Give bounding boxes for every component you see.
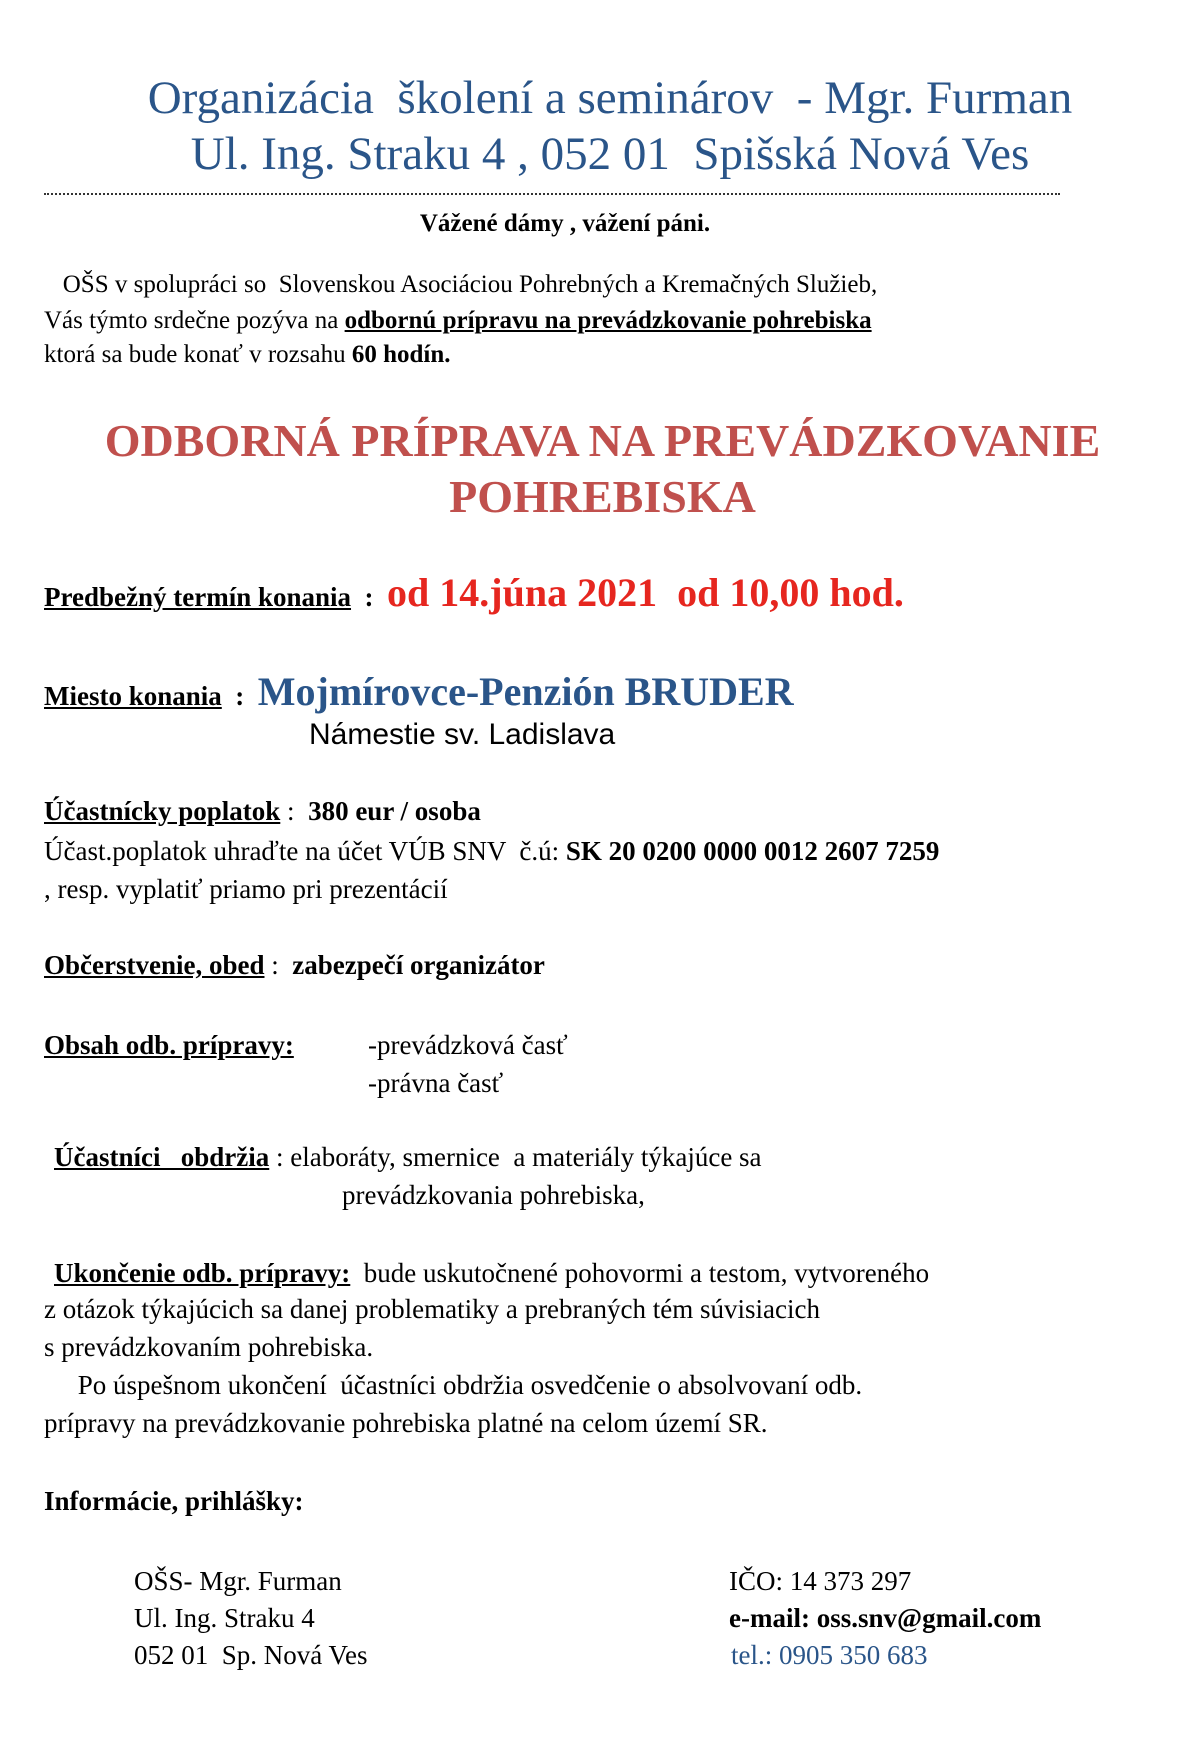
- contact-address-line: 052 01 Sp. Nová Ves: [134, 1640, 368, 1670]
- phone[interactable]: tel.: 0905 350 683: [731, 1640, 928, 1670]
- date-label: Predbežný termín konania: [44, 582, 352, 612]
- fee-separator: :: [280, 796, 309, 826]
- payment-text: Účast.poplatok uhraďte na účet VÚB SNV č.ú:: [44, 836, 566, 866]
- info-heading: Informácie, prihlášky:: [44, 1486, 304, 1516]
- intro-line-2-text: Vás týmto srdečne pozýva na: [44, 307, 345, 334]
- content-item: -právna časť: [368, 1068, 504, 1098]
- intro-line-2: [44, 306, 872, 336]
- payment-line: [44, 836, 939, 866]
- intro-line-3: [44, 340, 450, 370]
- intro-line-3-text: ktorá sa bude konať v rozsahu: [44, 341, 352, 368]
- refreshment-separator: :: [264, 950, 293, 980]
- completion-line-5: prípravy na prevádzkovanie pohrebiska platné na celom území SR.: [44, 1408, 768, 1438]
- fee-value: 380 eur / osoba: [308, 796, 481, 826]
- email[interactable]: e-mail: oss.snv@gmail.com: [729, 1603, 1042, 1633]
- hours-emphasis: 60 hodín.: [351, 341, 451, 368]
- completion-line-2: z otázok týkajúcich sa danej problematiky a prebraných tém súvisiacich: [44, 1294, 820, 1324]
- contact-address-line: OŠS- Mgr. Furman: [134, 1566, 342, 1596]
- fee-label: Účastnícky poplatok: [44, 796, 281, 826]
- course-name-emphasis: odbornú prípravu na prevádzkovanie pohrebiska: [344, 307, 872, 334]
- participants-line-2: prevádzkovania pohrebiska,: [342, 1180, 645, 1210]
- refreshment-label: Občerstvenie, obed: [44, 950, 265, 980]
- participants-label: Účastníci obdržia: [54, 1142, 270, 1172]
- content-item: -prevádzková časť: [368, 1030, 568, 1060]
- greeting: Vážené dámy , vážení páni.: [419, 210, 711, 237]
- venue-label: Miesto konania: [44, 681, 222, 711]
- completion-label: Ukončenie odb. prípravy:: [54, 1258, 351, 1288]
- date-value: od 14.júna 2021 od 10,00 hod.: [387, 570, 904, 615]
- iban: SK 20 0200 0000 0012 2607 7259: [565, 836, 940, 866]
- participants-line-1: elaboráty, smernice a materiály týkajúce sa: [290, 1142, 762, 1172]
- ico: IČO: 14 373 297: [729, 1566, 912, 1596]
- participants-row: [54, 1142, 762, 1172]
- contact-address-line: Ul. Ing. Straku 4: [134, 1603, 315, 1633]
- completion-row: [54, 1258, 929, 1288]
- header-divider: [44, 193, 1060, 195]
- participants-separator: :: [269, 1142, 291, 1172]
- organizer-name-heading: Organizácia školení a seminárov - Mgr. Furman: [147, 72, 1073, 124]
- intro-line-1: OŠS v spolupráci so Slovenskou Asociáciou Pohrebných a Kremačných Služieb,: [44, 271, 878, 298]
- completion-line-3: s prevádzkovaním pohrebiska.: [44, 1332, 374, 1362]
- venue-address: Námestie sv. Ladislava: [309, 718, 616, 751]
- date-row: [44, 568, 904, 627]
- date-separator: :: [351, 582, 388, 612]
- main-title: ODBORNÁ PRÍPRAVA NA PREVÁDZKOVANIE POHREBISKA: [104, 415, 1101, 522]
- payment-suffix: , resp. vyplatiť priamo pri prezentácií: [44, 874, 448, 904]
- content-label: Obsah odb. prípravy:: [44, 1030, 294, 1060]
- organizer-address-heading: Ul. Ing. Straku 4 , 052 01 Spišská Nová Ves: [190, 128, 1030, 180]
- completion-line-4: Po úspešnom ukončení účastníci obdržia osvedčenie o absolvovaní odb.: [44, 1370, 863, 1400]
- completion-line-1: bude uskutočnené pohovormi a testom, vytvoreného: [350, 1258, 930, 1288]
- venue-separator: :: [221, 681, 258, 711]
- fee-row: [44, 796, 481, 826]
- refreshment-row: [44, 950, 545, 980]
- refreshment-value: zabezpečí organizátor: [292, 950, 545, 980]
- venue-name: Mojmírovce-Penzión BRUDER: [257, 669, 794, 714]
